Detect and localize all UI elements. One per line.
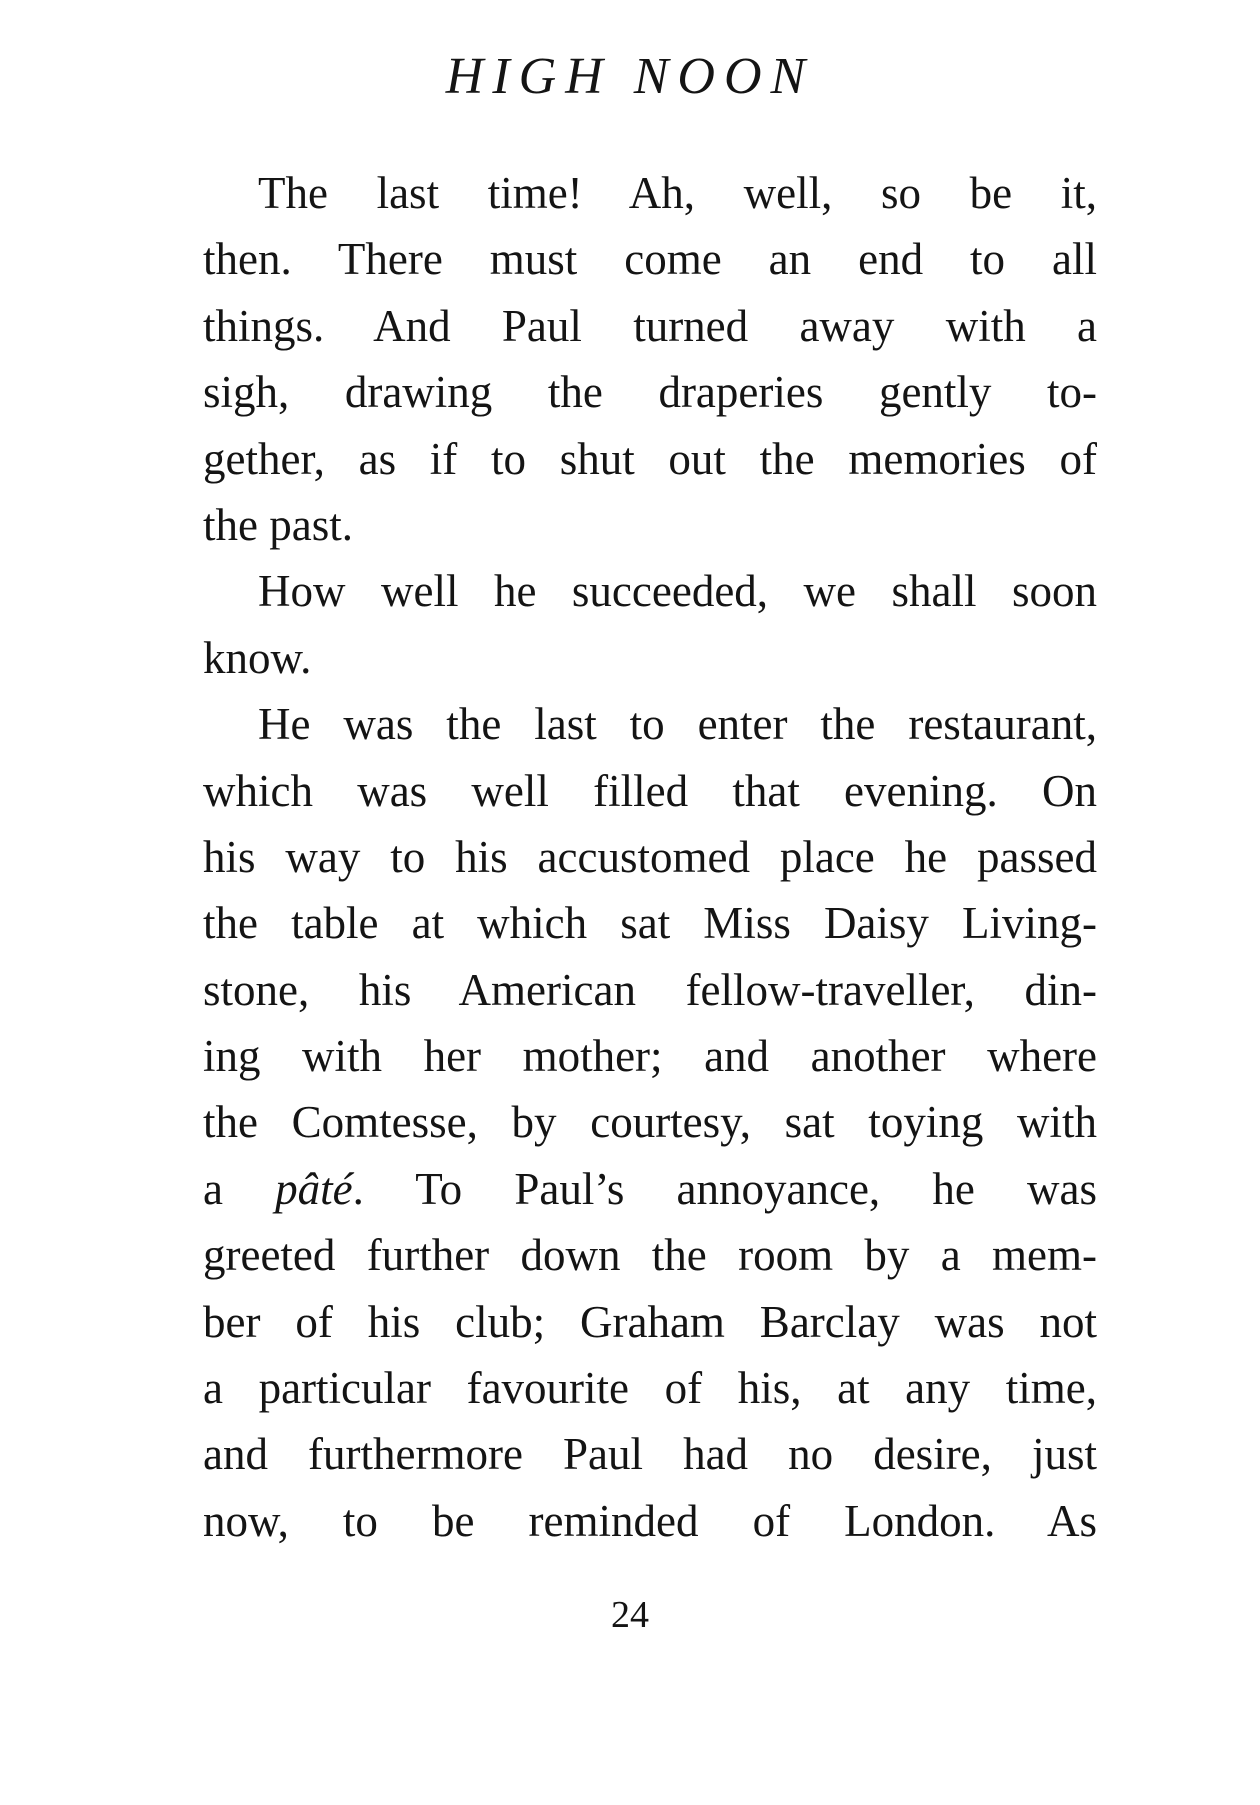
text-fragment: . To Paul’s annoyance, he was: [352, 1163, 1097, 1214]
text-line: the past.: [203, 499, 353, 550]
text-line: gether, as if to shut out the memories of: [203, 433, 1097, 484]
text-line: greeted further down the room by a mem-: [203, 1230, 1097, 1281]
text-line: a particular favourite of his, at any time,: [203, 1363, 1097, 1414]
text-line: ber of his club; Graham Barclay was not: [203, 1296, 1097, 1347]
text-line: How well he succeeded, we shall soon: [258, 566, 1097, 617]
text-line: know.: [203, 632, 312, 683]
text-line: the table at which sat Miss Daisy Living-: [203, 898, 1097, 949]
text-fragment: a: [203, 1163, 276, 1214]
text-line: now, to be reminded of London. As: [203, 1495, 1097, 1546]
text-line: the Comtesse, by courtesy, sat toying with: [203, 1097, 1097, 1148]
text-line: ing with her mother; and another where: [203, 1031, 1097, 1082]
text-line: then. There must come an end to all: [203, 234, 1097, 285]
text-line: He was the last to enter the restaurant,: [258, 699, 1097, 750]
text-line: which was well filled that evening. On: [203, 765, 1097, 816]
text-line: [203, 1156, 1097, 1222]
page-number: 24: [611, 1594, 649, 1636]
text-line: his way to his accustomed place he passed: [203, 831, 1097, 882]
body-text: [203, 160, 1097, 1554]
text-line: stone, his American fellow-traveller, din-: [203, 964, 1097, 1015]
text-line: and furthermore Paul had no desire, just: [203, 1429, 1097, 1480]
text-line: The last time! Ah, well, so be it,: [258, 168, 1097, 218]
text-line: things. And Paul turned away with a: [203, 300, 1097, 351]
italic-word: pâté: [275, 1163, 353, 1214]
running-head: HIGH NOON: [445, 48, 815, 105]
text-line: sigh, drawing the draperies gently to-: [203, 367, 1097, 418]
